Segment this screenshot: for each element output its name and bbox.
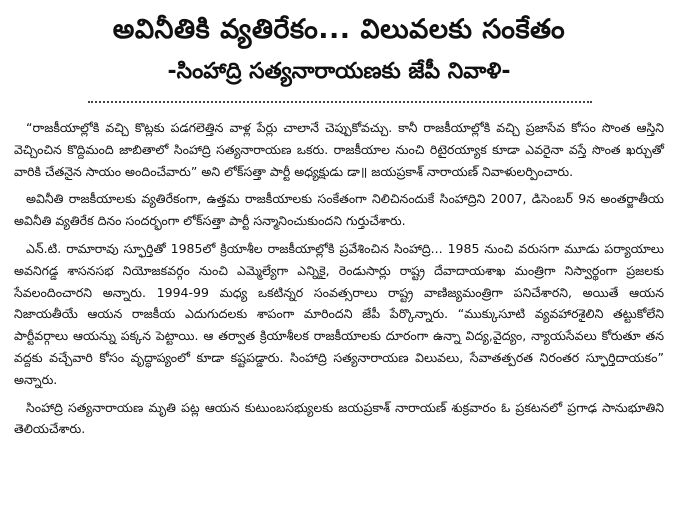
dotted-divider [88, 101, 592, 103]
paragraph-career: ఎన్.టి. రామారావు స్ఫూర్తితో 1985లో క్రియాశీల రాజకీయాల్లోకి ప్రవేశించిన సింహాద్రి... 1985 నుంచి వరుసగా మూడు పర్యాయాలు అవనిగడ్డ శాసనసభ నియోజకవర్గం నుంచి ఎమ్మెల్యేగా ఎన్నికై, రెండుసార్లు రాష్ట్ర దేవాదాయశాఖ మంత్రిగా నిస్వార్థంగా ప్రజలకు సేవలందించారని అన్నారు. 1994-99 మధ్య ఒకటిన్నర సంవత్సరాలు రాష్ట్ర వాణిజ్యమంత్రిగా పనిచేశారని, అయితే ఆయన నిజాయతీయే ఆయన రాజకీయ ఎదుగుదలకు శాపంగా మారిందని జేపీ పేర్కొన్నారు. “ముక్కుసూటి వ్యవహారశైలిని తట్టుకోలేని పార్టీవర్గాలు ఆయన్ను పక్కన పెట్టాయి. ఆ తర్వాత క్రియాశీలక రాజకీయాలకు దూరంగా ఉన్నా విద్య,వైద్యం, న్యాయసేవలు కోరుతూ తన వద్దకు వచ్చేవారి కోసం వృద్ధాప్యంలో కూడా కష్టపడ్డారు. సింహాద్రి సత్యనారాయణ విలువలు, సేవాతత్పరత నిరంతర స్ఫూర్తిదాయకం” అన్నారు. [14, 240, 664, 387]
subheadline: -సింహాద్రి సత్యనారాయణకు జేపీ నివాళి- [167, 59, 511, 84]
paragraph-tribute-quote: “రాజకీయాల్లోకి వచ్చి కొట్లకు పడగలెత్తిన వాళ్ల పేర్లు చాలానే చెప్పుకోవచ్చు. కానీ రాజకీయాల్లోకి వచ్చి ప్రజాసేవ కోసం సొంత ఆస్తిని వెచ్చించిన కొద్దిమంది జాబితాలో సింహాద్రి సత్యనారాయణ ఒకరు. రాజకీయాల నుంచి రిటైరయ్యాక కూడా ఎవరైనా వస్తే సొంత ఖర్చుతో వారికి చేతనైన సాయం అందించేవారు” అని లోక్‌సత్తా పార్టీ అధ్యక్షుడు డా॥ జయప్రకాశ్ నారాయణ్ నివాళులర్పించారు. [14, 120, 664, 179]
headline: అవినీతికి వ్యతిరేకం... విలువలకు సంకేతం [112, 14, 566, 45]
article-body [14, 117, 664, 446]
paragraph-condolence: సింహాద్రి సత్యనారాయణ మృతి పట్ల ఆయన కుటుంబసభ్యులకు జయప్రకాశ్ నారాయణ్ శుక్రవారం ఓ ప్రకటనలో ప్రగాఢ సానుభూతిని తెలియచేశారు. [14, 399, 664, 437]
paragraph-felicitation: అవినీతి రాజకీయాలకు వ్యతిరేకంగా, ఉత్తమ రాజకీయాలకు సంకేతంగా నిలిచినందుకే సింహాద్రిని 2007, డిసెంబర్ 9న అంతర్జాతీయ అవినీతి వ్యతిరేక దినం సందర్భంగా లోక్‌సత్తా పార్టీ సన్మానించుకుందని గుర్తుచేశారు. [14, 191, 664, 229]
